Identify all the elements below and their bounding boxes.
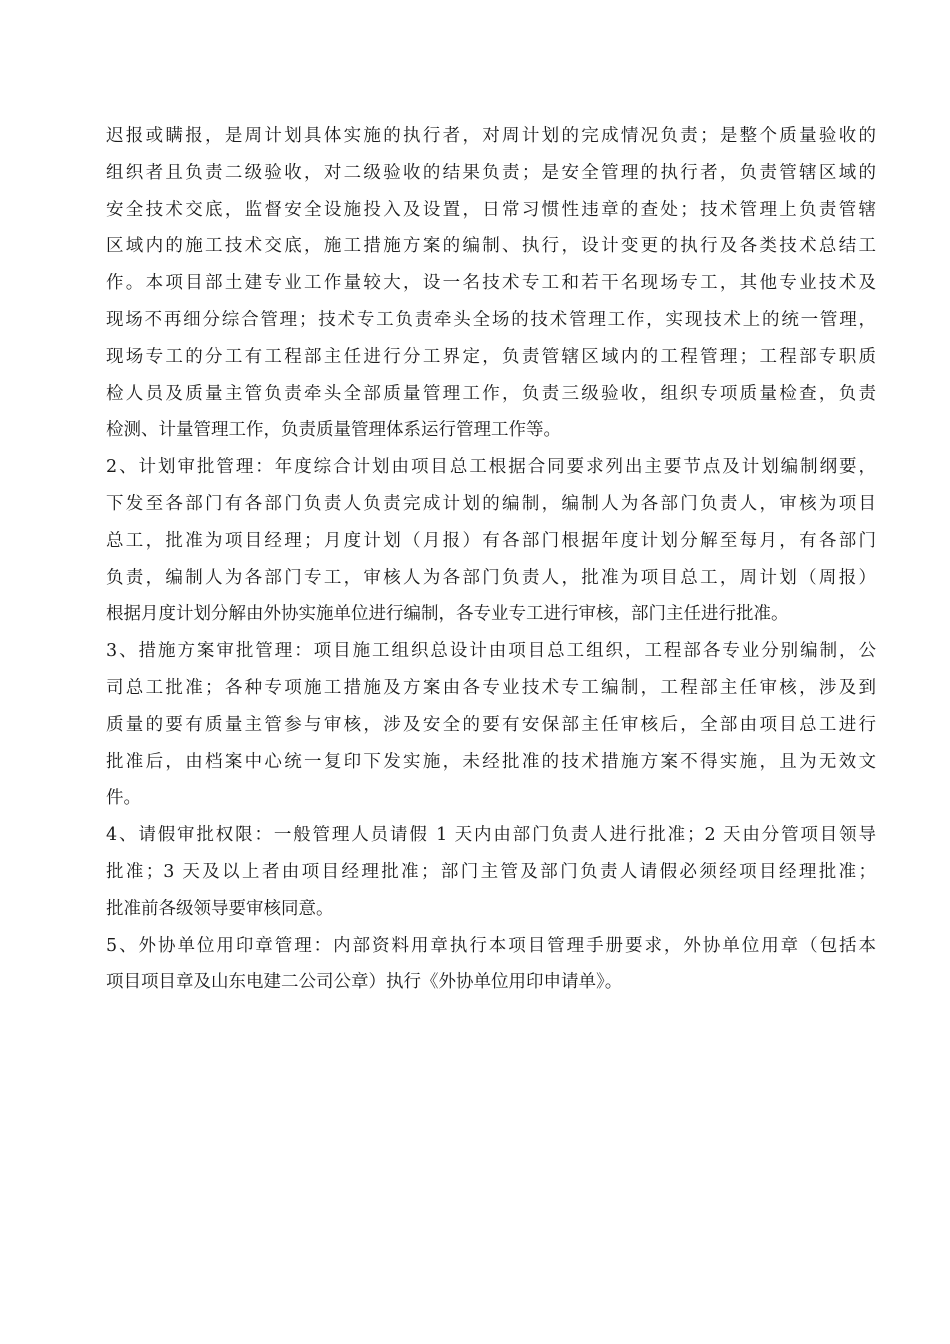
text-line: 3、措施方案审批管理：项目施工组织总设计由项目总工组织，工程部各专业分别编制，公 <box>106 641 876 662</box>
text-line: 检测、计量管理工作，负责质量管理体系运行管理工作等。 <box>106 420 561 441</box>
text-line: 迟报或瞒报，是周计划具体实施的执行者，对周计划的完成情况负责；是整个质量验收的 <box>106 126 876 146</box>
text-line: 批准后，由档案中心统一复印下发实施，未经批准的技术措施方案不得实施，且为无效文 <box>106 751 876 772</box>
text-line: 区域内的施工技术交底，施工措施方案的编制、执行，设计变更的执行及各类技术总结工 <box>106 236 876 257</box>
text-line: 总工，批准为项目经理；月度计划（月报）有各部门根据年度计划分解至每月，有各部门 <box>106 530 876 551</box>
paragraph-responsibilities <box>106 118 876 449</box>
text-line: 批准；3 天及以上者由项目经理批准；部门主管及部门负责人请假必须经项目经理批准； <box>106 861 876 882</box>
paragraph-leave-approval <box>106 817 876 927</box>
text-line: 安全技术交底，监督安全设施投入及设置，日常习惯性违章的查处；技术管理上负责管辖 <box>106 199 876 220</box>
text-line: 质量的要有质量主管参与审核，涉及安全的要有安保部主任审核后，全部由项目总工进行 <box>106 714 876 735</box>
text-line: 现场不再细分综合管理；技术专工负责牵头全场的技术管理工作，实现技术上的统一管理， <box>106 309 876 330</box>
text-line: 组织者且负责二级验收，对二级验收的结果负责；是安全管理的执行者，负责管辖区域的 <box>106 162 876 183</box>
paragraph-scheme-approval <box>106 633 876 817</box>
text-line: 下发至各部门有各部门负责人负责完成计划的编制，编制人为各部门负责人，审核为项目 <box>106 493 876 514</box>
text-line: 批准前各级领导要审核同意。 <box>106 898 334 919</box>
paragraph-seal-management <box>106 928 876 1002</box>
text-line: 作。本项目部土建专业工作量较大，设一名技术专工和若干名现场专工，其他专业技术及 <box>106 273 876 294</box>
text-line: 件。 <box>106 788 141 809</box>
document-body <box>106 118 876 1001</box>
text-line: 现场专工的分工有工程部主任进行分工界定，负责管辖区域内的工程管理；工程部专职质 <box>106 346 876 367</box>
paragraph-plan-approval <box>106 449 876 633</box>
text-line: 司总工批准；各种专项施工措施及方案由各专业技术专工编制，工程部主任审核，涉及到 <box>106 677 876 698</box>
text-line: 2、计划审批管理：年度综合计划由项目总工根据合同要求列出主要节点及计划编制纲要， <box>106 457 876 478</box>
text-line: 4、请假审批权限：一般管理人员请假 1 天内由部门负责人进行批准；2 天由分管项目领导 <box>106 825 876 846</box>
text-line: 负责，编制人为各部门专工，审核人为各部门负责人，批准为项目总工，周计划（周报） <box>106 567 876 588</box>
text-line: 检人员及质量主管负责牵头全部质量管理工作，负责三级验收，组织专项质量检查，负责 <box>106 383 876 404</box>
text-line: 5、外协单位用印章管理：内部资料用章执行本项目管理手册要求，外协单位用章（包括本 <box>106 935 876 956</box>
text-line: 项目项目章及山东电建二公司公章）执行《外协单位用印申请单》。 <box>106 972 623 993</box>
text-line: 根据月度计划分解由外协实施单位进行编制，各专业专工进行审核，部门主任进行批准。 <box>106 604 789 625</box>
